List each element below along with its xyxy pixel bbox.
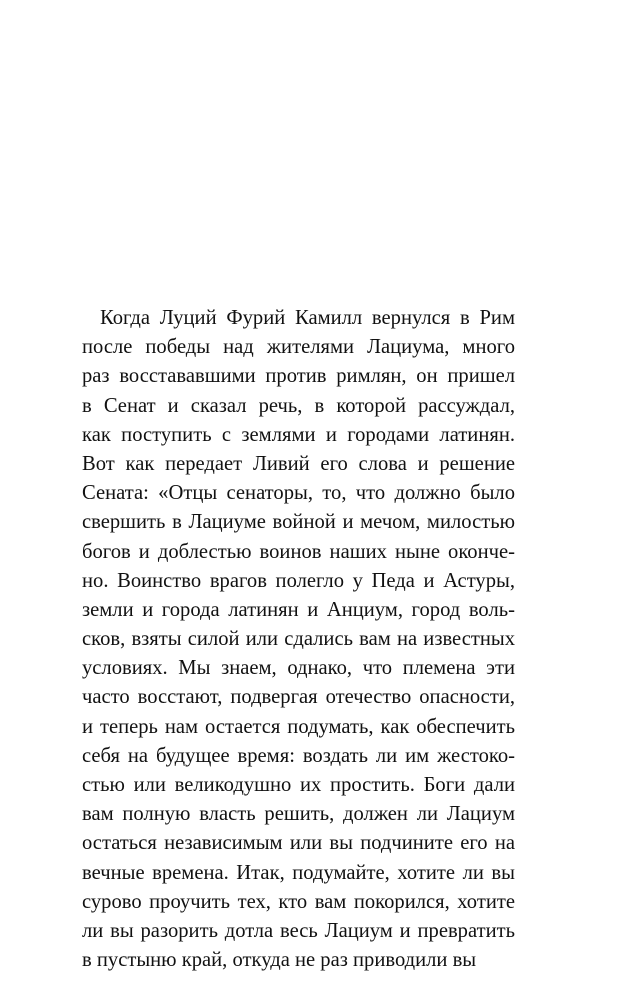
text-line: в Сенат и сказал речь, в которой рассуждал, bbox=[82, 394, 515, 417]
text-line: вам полную власть решить, должен ли Лациум bbox=[82, 803, 515, 826]
text-line: свершить в Лациуме войной и мечом, милостью bbox=[82, 511, 515, 534]
text-line: остаться независимым или вы подчините его на bbox=[82, 832, 515, 855]
text-line: Сената: «Отцы сенаторы, то, что должно было bbox=[82, 482, 515, 505]
text-line: часто восстают, подвергая отечество опасности, bbox=[82, 686, 515, 709]
text-line: вечные времена. Итак, подумайте, хотите ли вы bbox=[82, 861, 515, 884]
text-line: но. Воинство врагов полегло у Педа и Астуры, bbox=[82, 569, 515, 592]
body-paragraph bbox=[82, 304, 515, 975]
text-line: ли вы разорить дотла весь Лациум и превратить bbox=[82, 919, 515, 942]
text-line: после победы над жителями Лациума, много bbox=[82, 336, 515, 359]
text-line: себя на будущее время: воздать ли им жестоко- bbox=[82, 744, 515, 767]
text-line: Вот как передает Ливий его слова и решение bbox=[82, 452, 515, 475]
text-line: условиях. Мы знаем, однако, что племена эти bbox=[82, 657, 515, 680]
text-line: раз восстававшими против римлян, он пришел bbox=[82, 365, 515, 388]
text-line: стью или великодушно их простить. Боги дали bbox=[82, 774, 515, 796]
text-line: и теперь нам остается подумать, как обеспечить bbox=[82, 715, 515, 738]
text-line: в пустыню край, откуда не раз приводили вы bbox=[82, 949, 477, 972]
text-line: сков, взяты силой или сдались вам на известных bbox=[82, 628, 515, 651]
text-line: как поступить с землями и городами латинян. bbox=[82, 423, 515, 446]
text-line: земли и города латинян и Анциум, город воль- bbox=[82, 598, 515, 621]
text-line: Когда Луций Фурий Камилл вернулся в Рим bbox=[100, 307, 515, 329]
text-line: сурово проучить тех, кто вам покорился, хотите bbox=[82, 890, 515, 913]
text-line: богов и доблестью воинов наших ныне оконче- bbox=[82, 540, 515, 563]
